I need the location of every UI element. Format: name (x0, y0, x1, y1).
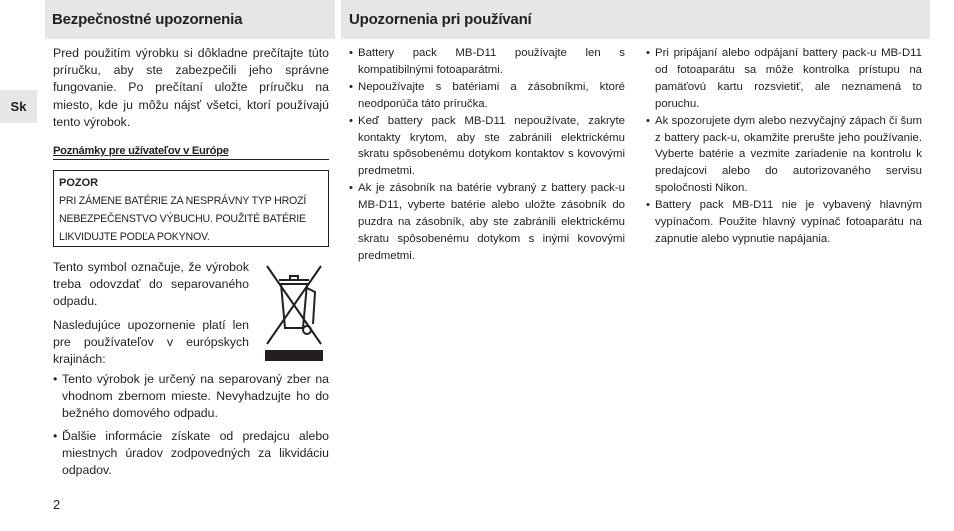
left-section-title: Bezpečnostné upozornenia (52, 11, 243, 28)
list-item: • Ak je zásobník na batérie vybraný z battery pack-u MB-D11, vyberte batérie alebo uložte zásobník do puzdra na zásobník, aby ste zabránili elektrickému skratu spôsobenému dotykom s inými kovovými predmetmi. (349, 182, 625, 262)
usage-notes-list-middle (349, 45, 625, 265)
europe-bullet-list (53, 371, 329, 484)
europe-notes-heading: Poznámky pre užívateľov v Európe (53, 145, 329, 160)
list-item: • Battery pack MB-D11 nie je vybavený hlavným vypínačom. Použite hlavný vypínač fotoaparátu na zapnutie alebo vypnutie napájania. (646, 199, 922, 245)
caution-box (53, 170, 329, 247)
list-item: • Keď battery pack MB-D11 nepoužívate, zakryte kontakty krytom, aby ste zabránili elektrickému skratu spôsobenému dotykom kontaktov s kovovými predmetmi. (349, 114, 625, 178)
list-item: • Ďalšie informácie získate od predajcu alebo miestnych úradov zodpovedných za likvidáciu odpadov. (53, 428, 329, 478)
list-item: • Ak spozorujete dym alebo nezvyčajný zápach či šum z battery pack-u, okamžite prerušte jeho používanie. Vyberte batérie a vezmite zariadenie na kontrolu k predajcovi alebo do autorizovaného servisu spoločnosti Nikon. (646, 114, 922, 195)
right-section-header (341, 0, 930, 39)
list-item: • Battery pack MB-D11 používajte len s kompatibilnými fotoaparátmi. (349, 47, 625, 76)
caution-text: PRI ZÁMENE BATÉRIE ZA NESPRÁVNY TYP HROZÍ NEBEZPEČENSTVO VÝBUCHU. POUŽITÉ BATÉRIE LIKVIDUJTE PODĽA POKYNOV. (59, 195, 307, 243)
right-section-title: Upozornenia pri používaní (349, 11, 532, 28)
intro-paragraph: Pred použitím výrobku si dôkladne prečítajte túto príručku, aby ste zabezpečili jeho správne fungovanie. Po prečítaní uložte príručku na miesto, kde ju môžu nájsť všetci, ktorí používajú tento výrobok. (53, 46, 329, 129)
list-item: • Nepoužívajte s batériami a zásobníkmi, ktoré neodporúča táto príručka. (349, 80, 625, 110)
crossed-out-wheelie-bin-icon (263, 262, 325, 362)
list-item: • Tento výrobok je určený na separovaný zber na vhodnom zbernom mieste. Nevyhadzujte ho do bežného domového odpadu. (53, 372, 329, 421)
left-section-header (45, 0, 335, 39)
symbol-description: Tento symbol označuje, že výrobok treba odovzdať do separovaného odpadu. (53, 260, 249, 309)
usage-notes-list-right (646, 45, 922, 248)
language-tab: Sk (0, 90, 37, 123)
list-item: • Pri pripájaní alebo odpájaní battery pack-u MB-D11 od fotoaparátu sa môže kontrolka prístupu na pamäťovú kartu rozsvietiť, ale neznamená to poruchu. (646, 47, 922, 110)
caution-title: POZOR (59, 177, 99, 189)
european-notice-intro: Nasledujúce upozornenie platí len pre používateľov v európskych krajinách: (53, 318, 249, 367)
page-number: 2 (53, 497, 61, 512)
